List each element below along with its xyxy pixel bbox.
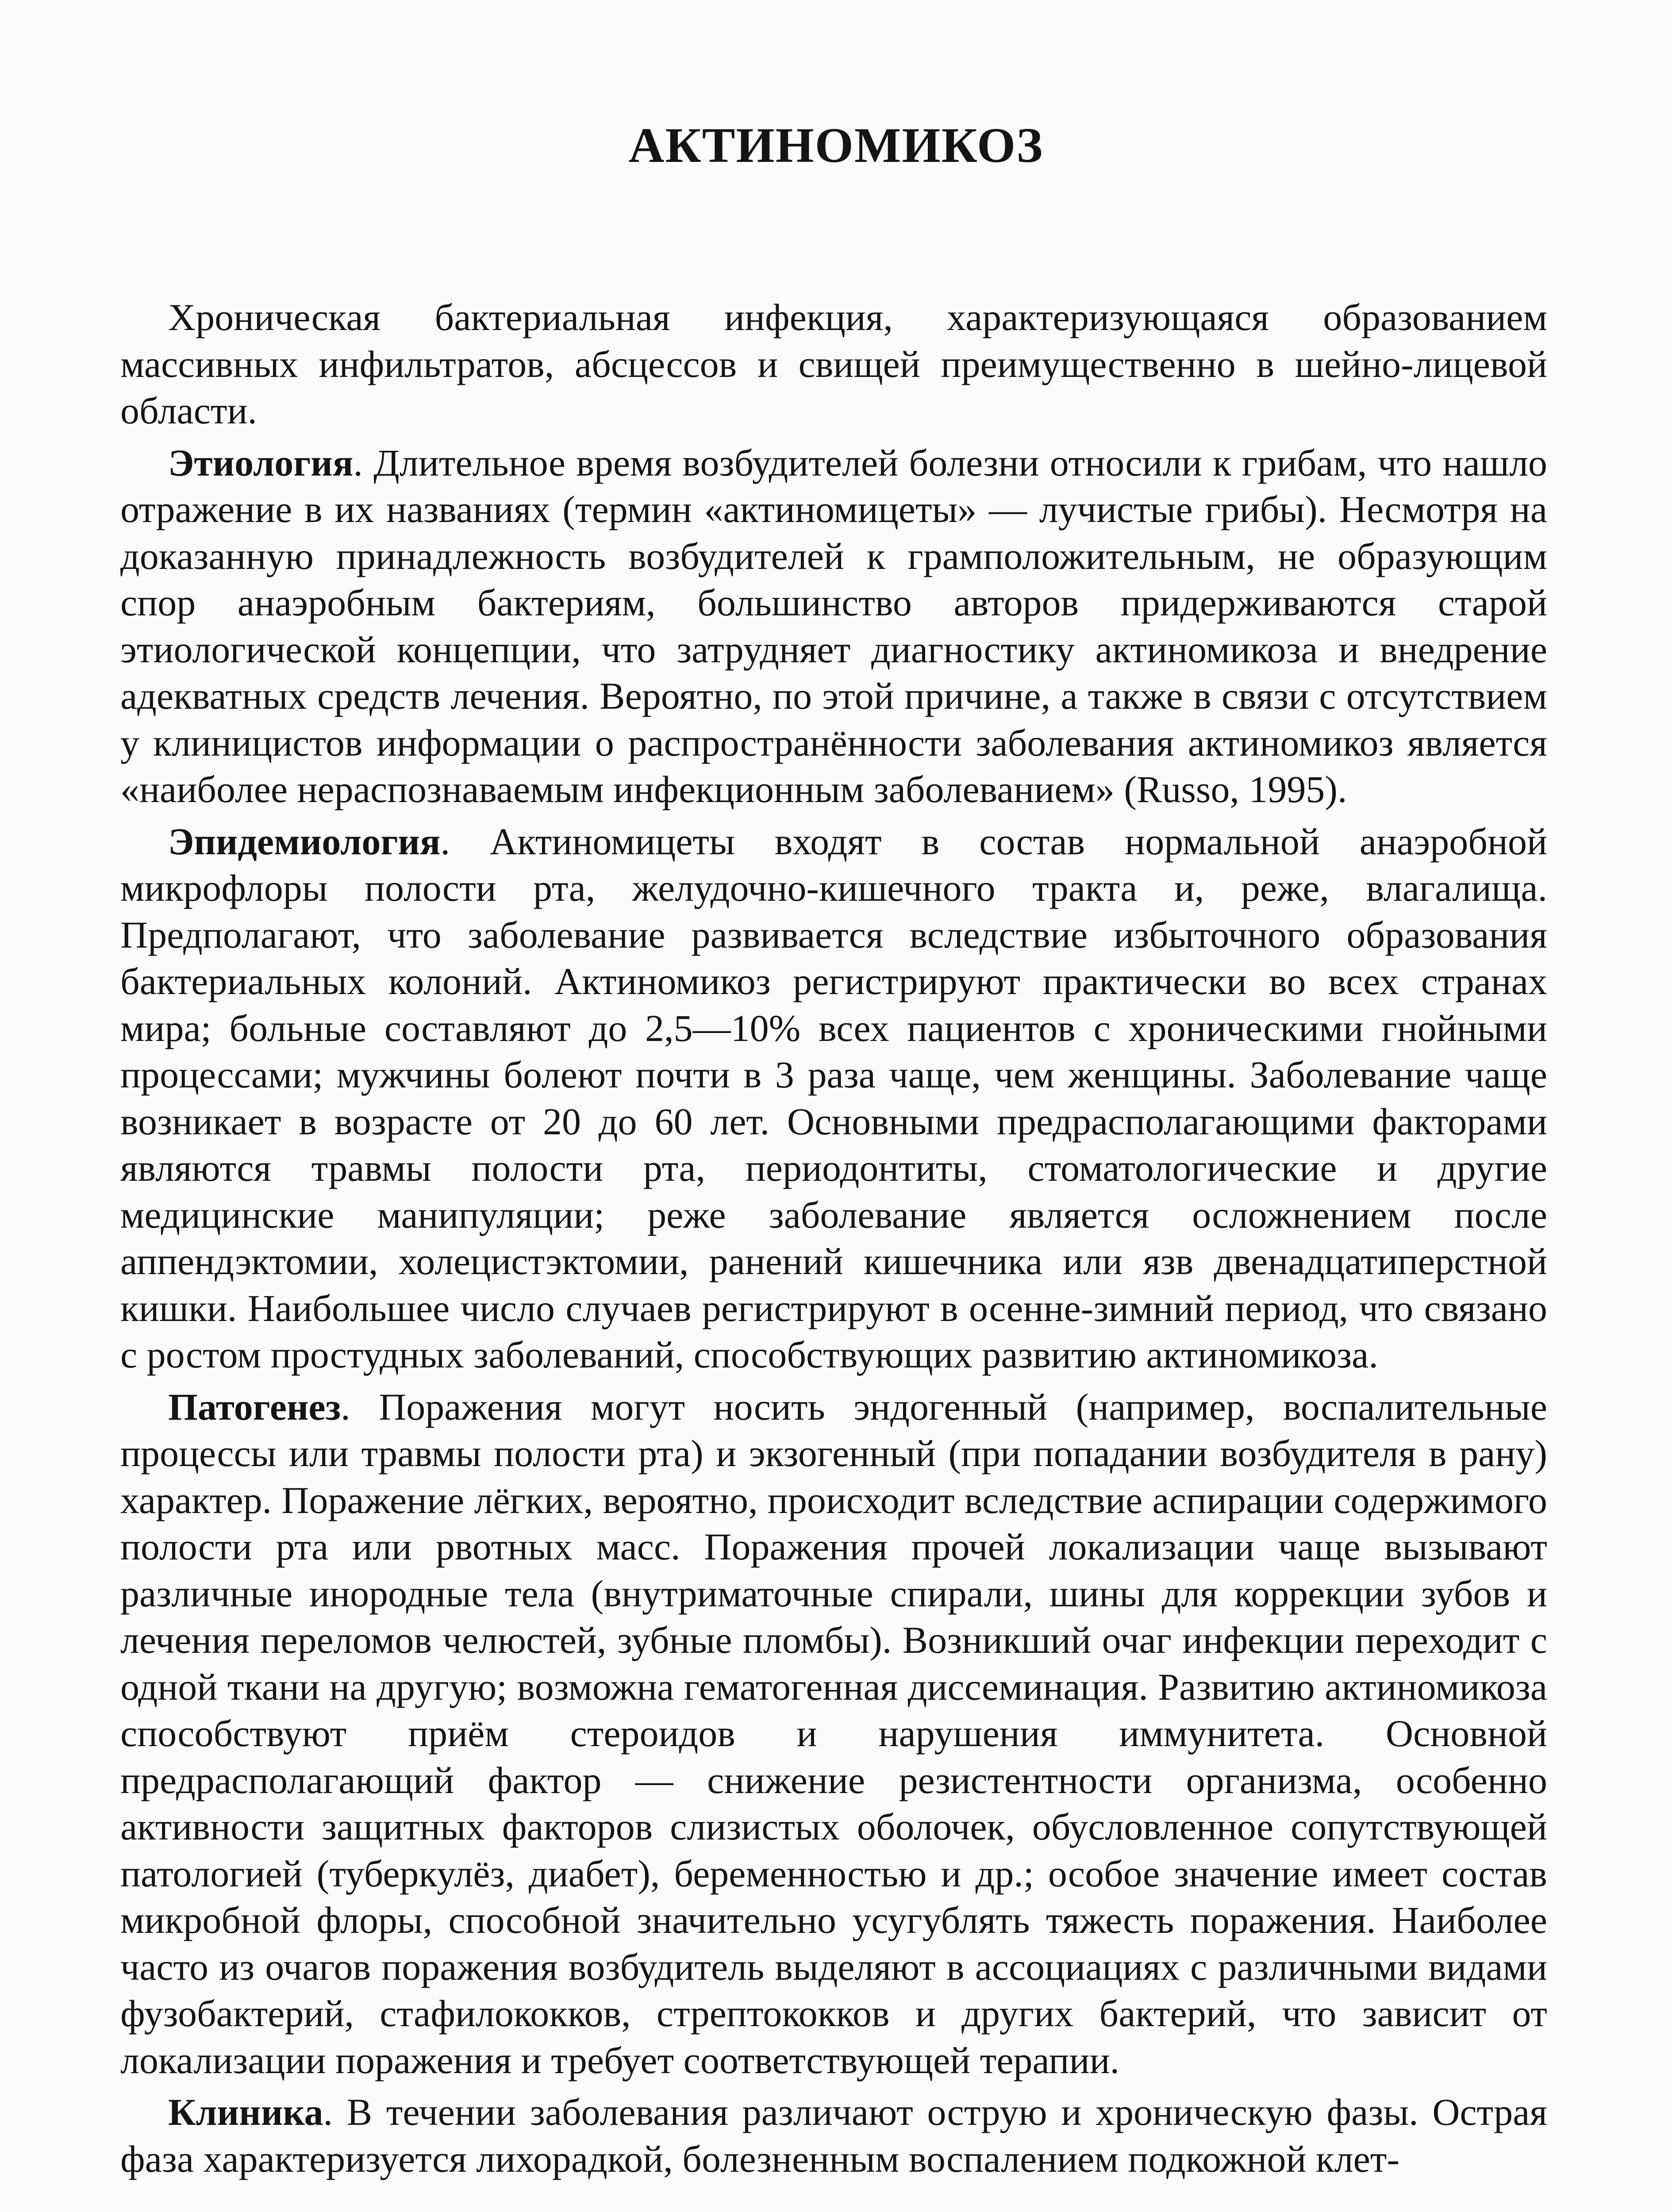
article-body <box>120 294 1547 2182</box>
paragraph-clinic-text: . В течении заболевания различают острую и хроническую фазы. Острая фаза характеризуется лихорадкой, болезненным воспалением подкожной клет- <box>120 2091 1547 2180</box>
paragraph-pathogenesis <box>120 1384 1547 2084</box>
paragraph-etiology-text: . Длительное время возбудителей болезни относили к грибам, что нашло отражение в их названиях (термин «актиномицеты» — лучистые грибы). Несмотря на доказанную принадлежность возбудителей к грамположительным, не образующим спор анаэробным бактериям, большинство авторов придерживаются старой этиологической концепции, что затрудняет диагностику актиномикоза и внедрение адекватных средств лечения. Вероятно, по этой причине, а также в связи с отсутствием у клиницистов информации о распространённости заболевания актиномикоз является «наиболее нераспознаваемым инфекционным заболеванием» (Russo, 1995). <box>120 441 1547 810</box>
paragraph-etiology <box>120 440 1547 813</box>
paragraph-epidemiology-text: . Актиномицеты входят в состав нормальной анаэробной микрофлоры полости рта, желудочно-кишечного тракта и, реже, влагалища. Предполагают, что заболевание развивается вследствие избыточного образования бактериальных колоний. Актиномикоз регистрируют практически во всех странах мира; больные составляют до 2,5—10% всех пациентов с хроническими гнойными процессами; мужчины болеют почти в 3 раза чаще, чем женщины. Заболевание чаще возникает в возрасте от 20 до 60 лет. Основными предрасполагающими факторами являются травмы полости рта, периодонтиты, стоматологические и другие медицинские манипуляции; реже заболевание является осложнением после аппендэктомии, холецистэктомии, ранений кишечника или язв двенадцатиперстной кишки. Наибольшее число случаев регистрируют в осенне-зимний период, что связано с ростом простудных заболеваний, способствующих развитию актиномикоза. <box>120 820 1547 1376</box>
paragraph-epidemiology <box>120 818 1547 1379</box>
heading-pathogenesis: Патогенез <box>168 1385 341 1428</box>
heading-epidemiology: Эпидемиология <box>168 820 441 863</box>
paragraph-clinic <box>120 2089 1547 2182</box>
page-title: АКТИНОМИКОЗ <box>628 118 1044 173</box>
paragraph-intro <box>120 294 1547 434</box>
paragraph-pathogenesis-text: . Поражения могут носить эндогенный (например, воспалительные процессы или травмы полости рта) и экзогенный (при попадании возбудителя в рану) характер. Поражение лёгких, вероятно, происходит вследствие аспирации содержимого полости рта или рвотных масс. Поражения прочей локализации чаще вызывают различные инородные тела (внутриматочные спирали, шины для коррекции зубов и лечения переломов челюстей, зубные пломбы). Возникший очаг инфекции переходит с одной ткани на другую; возможна гематогенная диссеминация. Развитию актиномикоза способствуют приём стероидов и нарушения иммунитета. Основной предрасполагающий фактор — снижение резистентности организма, особенно активности защитных факторов слизистых оболочек, обусловленное сопутствующей патологией (туберкулёз, диабет), беременностью и др.; особое значение имеет состав микробной флоры, способной значительно усугублять тяжесть поражения. Наиболее часто из очагов поражения возбудитель выделяют в ассоциациях с различными видами фузобактерий, стафилококков, стрептококков и других бактерий, что зависит от локализации поражения и требует соответствующей терапии. <box>120 1385 1547 2081</box>
heading-etiology: Этиология <box>168 441 354 484</box>
paragraph-intro-text: Хроническая бактериальная инфекция, характеризующаяся образованием массивных инфильтратов, абсцессов и свищей преимущественно в шейно-лицевой области. <box>120 296 1547 432</box>
heading-clinic: Клиника <box>168 2091 323 2133</box>
